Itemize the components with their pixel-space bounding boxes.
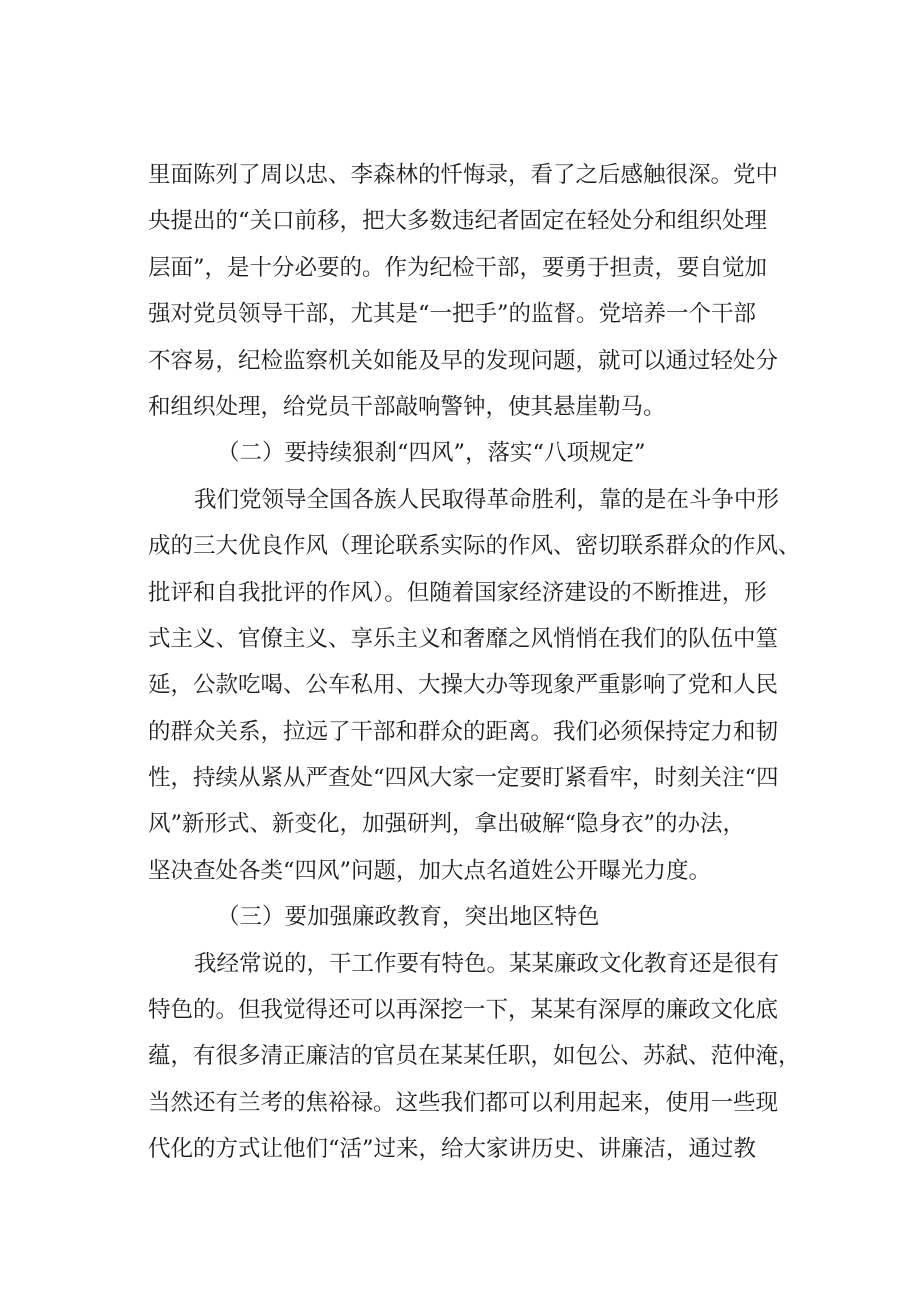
text-line: 当然还有兰考的焦裕禄。这些我们都可以利用起来，使用一些现 — [148, 1089, 779, 1116]
text-line: 特色的。但我觉得还可以再深挖一下，某某有深厚的廉政文化底 — [148, 997, 779, 1024]
heading-text: （二）要持续狠刹“四风”，落实“八项规定” — [217, 440, 646, 467]
text-line: 我经常说的，干工作要有特色。某某廉政文化教育还是很有 — [194, 950, 780, 977]
text-line: 不容易，纪检监察机关如能及早的发现问题，就可以通过轻处分 — [148, 347, 779, 374]
text-line: 延，公款吃喝、公车私用、大操大办等现象严重影响了党和人民 — [148, 672, 779, 699]
section-heading-2 — [148, 430, 808, 476]
text-line: 央提出的“关口前移，把大多数违纪者固定在轻处分和组织处理 — [148, 208, 768, 235]
text-line: 性，持续从紧从严查处“四风大家一定要盯紧看牢，时刻关注“四 — [148, 765, 779, 792]
paragraph-integrity-education — [148, 941, 808, 1173]
paragraph-continuation — [148, 152, 808, 430]
text-line: 式主义、官僚主义、享乐主义和奢靡之风悄悄在我们的队伍中篁 — [148, 625, 779, 652]
text-line: 风”新形式、新变化，加强研判，拿出破解“隐身衣”的办法， — [148, 811, 746, 838]
text-line: 和组织处理，给党员干部敲响警钟，使其悬崖勒马。 — [148, 393, 666, 420]
text-line: 我们党领导全国各族人民取得革命胜利，靠的是在斗争中形 — [194, 486, 780, 513]
text-line: 蕴，有很多清正廉洁的官员在某某任职，如包公、苏弑、范仲淹， — [148, 1043, 801, 1070]
text-line: 的群众关系，拉远了干部和群众的距离。我们必须保持定力和韧 — [148, 718, 779, 745]
heading-text: （三）要加强廉政教育，突出地区特色 — [217, 904, 600, 931]
text-line: 批评和自我批评的作风）。但随着国家经济建设的不断推进，形 — [148, 579, 767, 606]
text-line: 坚决查处各类“四风”问题，加大点名道姓公开曝光力度。 — [148, 857, 712, 884]
text-line: 层面”，是十分必要的。作为纪检干部，要勇于担责，要自觉加 — [148, 254, 768, 281]
text-line: 代化的方式让他们“活”过来，给大家讲历史、讲廉洁，通过教 — [148, 1136, 757, 1163]
text-line: 里面陈列了周以忠、李森林的忏悔录，看了之后感触很深。党中 — [148, 162, 779, 188]
text-line: 成的三大优良作风（理论联系实际的作风、密切联系群众的作风、 — [148, 533, 801, 560]
document-body — [148, 152, 808, 1173]
section-heading-3 — [148, 894, 808, 940]
paragraph-four-winds — [148, 477, 808, 895]
text-line: 强对党员领导干部，尤其是“一把手”的监督。党培养一个干部 — [148, 301, 757, 328]
